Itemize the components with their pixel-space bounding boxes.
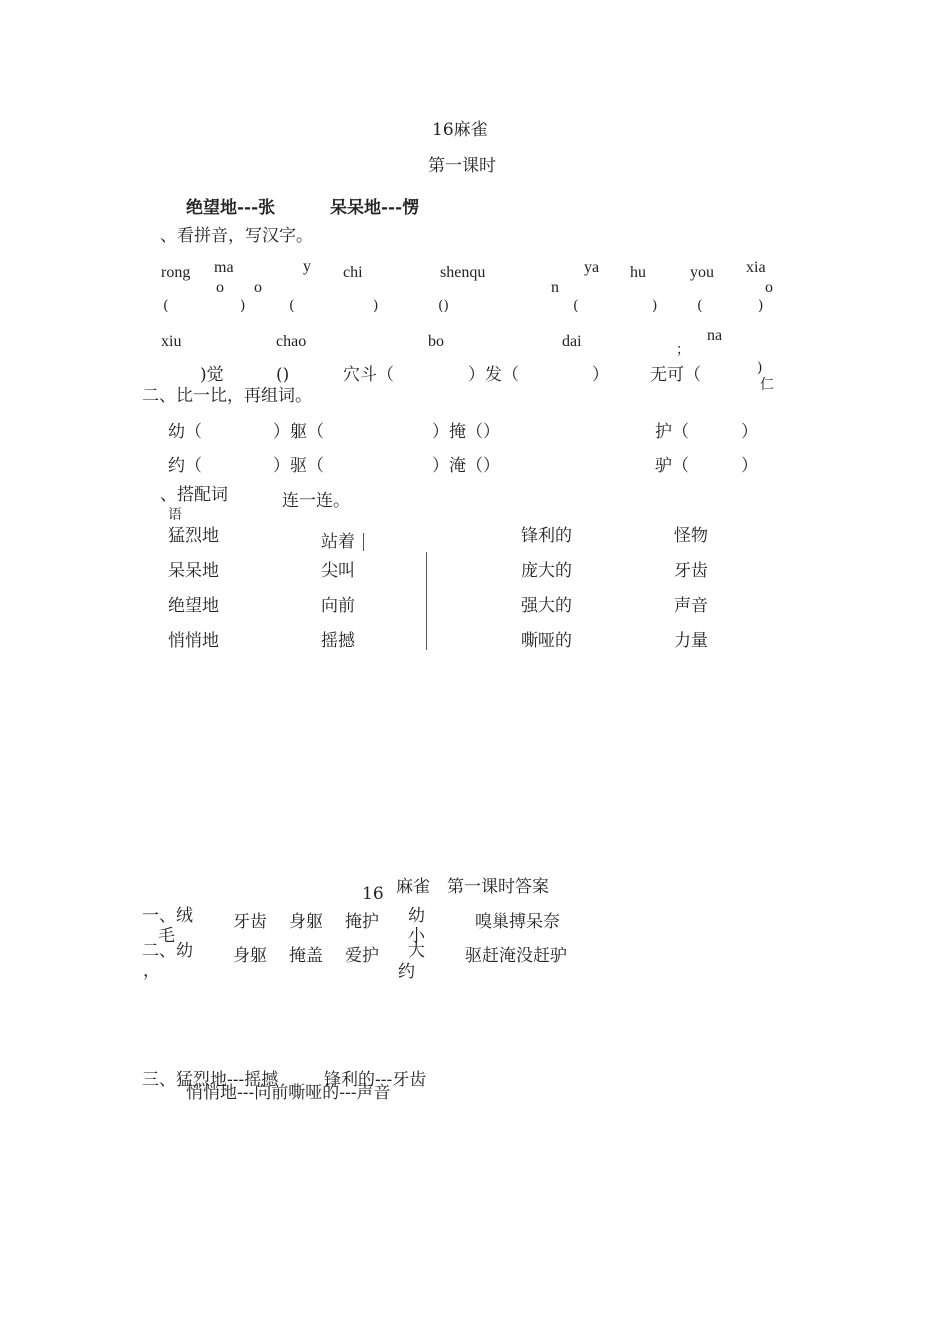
match-col3-item: 嘶哑的: [521, 631, 572, 651]
match-col1-item: 绝望地: [168, 596, 219, 616]
pinyin-n-cut: n: [551, 279, 559, 296]
compare-item: ）掩（）: [432, 422, 500, 442]
answers-row2-label: 二、幼: [142, 941, 193, 961]
match-col1-item: 悄悄地: [168, 631, 219, 651]
answer-word: 驱赶淹没赶驴: [465, 946, 567, 966]
pinyin-y: y: [303, 258, 311, 275]
bracket: ): [240, 298, 246, 314]
pinyin-o-cut: o: [216, 279, 224, 296]
answer-slot: 无可（: [650, 365, 701, 385]
section1-heading: 、看拼音，写汉字。: [160, 226, 313, 246]
pinyin-xiu: xiu: [161, 333, 182, 350]
answer-word: 牙齿: [233, 912, 267, 932]
section2-heading: 二、比一比，再组词。: [142, 386, 312, 406]
answers-title-num: 16: [362, 884, 384, 904]
match-col4-item: 牙齿: [674, 561, 708, 581]
compare-item: 护（: [655, 422, 689, 442]
overlap-text-b: 呆呆地---愣: [330, 198, 420, 218]
pinyin-o-cut: o: [254, 279, 262, 296]
compare-item: ）驱（: [273, 456, 324, 476]
answer-slot: 穴斗（: [343, 365, 394, 385]
pinyin-bo: bo: [428, 333, 444, 350]
match-col2-item: 摇撼: [321, 631, 355, 651]
match-col3-item: 庞大的: [521, 561, 572, 581]
bracket: ): [758, 298, 764, 314]
answer-word-cut: 约: [398, 962, 415, 982]
bracket: (: [289, 298, 295, 314]
punct: ；: [676, 342, 690, 358]
pinyin-shenqu: shenqu: [440, 264, 486, 281]
answers-row3-c: 悄悄地---向前嘶哑的---声音: [186, 1083, 391, 1103]
pinyin-you: you: [690, 264, 714, 281]
pinyin-ya: ya: [584, 259, 600, 276]
match-col1-item: 猛烈地: [168, 526, 219, 546]
compare-item: ）躯（: [273, 422, 324, 442]
match-col4-item: 力量: [674, 631, 708, 651]
answer-word: 幼: [408, 906, 425, 926]
answer-word: 大: [408, 941, 425, 961]
overlap-text-a: 绝望地---张: [186, 198, 276, 218]
bracket: (): [438, 298, 449, 314]
answer-slot: (): [276, 365, 290, 385]
answer-slot: ）发（: [468, 365, 519, 385]
pinyin-ma: ma: [214, 259, 234, 276]
bracket: (: [573, 298, 579, 314]
section3-instruction: 连一连。: [282, 491, 350, 511]
cut-char: 仁: [760, 377, 774, 393]
answer-word-cut: 小: [408, 926, 425, 946]
bracket: ): [757, 360, 763, 376]
bracket: (: [697, 298, 703, 314]
answers-title: 麻雀 第一课时答案: [396, 877, 549, 897]
answer-slot: ）: [592, 365, 609, 385]
pinyin-chao: chao: [276, 333, 307, 350]
match-col3-item: 强大的: [521, 596, 572, 616]
pinyin-chi: chi: [343, 264, 363, 281]
match-col1-item: 呆呆地: [168, 561, 219, 581]
compare-item: 约（: [168, 456, 202, 476]
pinyin-o-cut: o: [765, 279, 773, 296]
answer-word: 掩盖: [289, 946, 323, 966]
compare-item: ）: [741, 422, 758, 442]
answers-row3-b: 锋利的---牙齿: [324, 1070, 427, 1090]
compare-item: 幼（: [168, 422, 202, 442]
compare-item: ）淹（）: [432, 456, 500, 476]
answers-row1-label: 一、绒: [142, 906, 193, 926]
pinyin-xia: xia: [746, 259, 766, 276]
section3-heading-tail: 语: [168, 507, 182, 523]
pinyin-dai: dai: [562, 333, 582, 350]
pinyin-rong: rong: [161, 264, 191, 281]
match-col2-item: 尖叫: [321, 561, 355, 581]
bracket: ): [652, 298, 658, 314]
section3-heading: 、搭配词: [160, 485, 228, 505]
bracket: (: [163, 298, 169, 314]
pinyin-na: na: [707, 327, 723, 344]
compare-item: 驴（: [655, 456, 689, 476]
answers-row3-a: 三、猛烈地---摇撼: [142, 1070, 279, 1090]
compare-item: ）: [741, 456, 758, 476]
match-col2-item: 站着: [321, 532, 355, 552]
answers-row1-label-tail: 毛: [158, 926, 175, 946]
match-col4-item: 怪物: [674, 526, 708, 546]
answer-word: 嗅巢搏呆奈: [475, 912, 560, 932]
pinyin-hu: hu: [630, 264, 646, 281]
answer-word: 掩护: [345, 912, 379, 932]
match-col3-item: 锋利的: [521, 526, 572, 546]
answer-word: 爱护: [345, 946, 379, 966]
answer-word: 身躯: [233, 946, 267, 966]
answer-slot: )觉: [200, 365, 224, 385]
match-col2-item: 向前: [321, 596, 355, 616]
match-col4-item: 声音: [674, 596, 708, 616]
page-title: 16麻雀: [432, 120, 488, 140]
page-subtitle: 第一课时: [428, 156, 496, 176]
cursor-mark: [363, 533, 364, 551]
column-divider: [426, 552, 427, 650]
bracket: ): [373, 298, 379, 314]
answers-row2-label-tail: ，: [143, 961, 160, 981]
answer-word: 身躯: [289, 912, 323, 932]
